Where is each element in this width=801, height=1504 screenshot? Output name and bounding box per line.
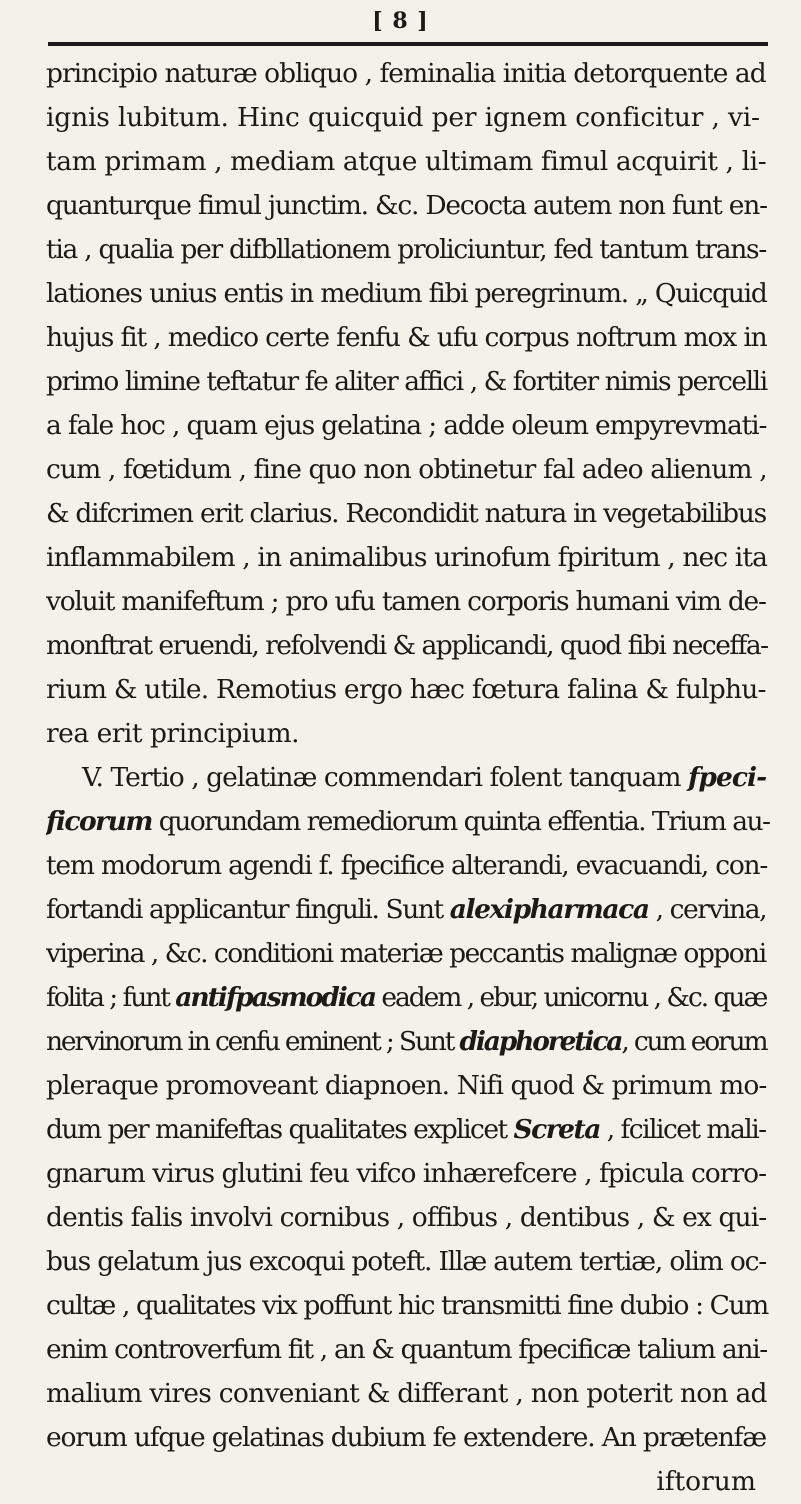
- text-line: principio naturæ obliquo , feminalia initia detorquente ad: [46, 58, 766, 89]
- text-line: malium vires conveniant & differant , non poterit non ad: [46, 1378, 767, 1409]
- page-header: [ 8 ]: [372, 8, 429, 34]
- text-line: ficorum quorundam remediorum quinta effentia. Trium au-: [46, 806, 770, 837]
- text-line: tia , qualia per difbllationem proliciuntur, fed tantum trans-: [46, 234, 766, 265]
- text-line: inflammabilem , in animalibus urinofum fpiritum , nec ita: [46, 542, 768, 573]
- text-line: fortandi applicantur finguli. Sunt alexipharmaca , cervina,: [46, 894, 767, 925]
- header-rule: [48, 42, 768, 46]
- text-line: gnarum virus glutini feu vifco inhærefcere , fpicula corro-: [46, 1158, 767, 1189]
- text-line: monftrat eruendi, refolvendi & applicandi, quod fibi neceffa-: [46, 630, 768, 661]
- text-line: lationes unius entis in medium fibi peregrinum. „ Quicquid: [46, 278, 767, 309]
- italic-term: antifpasmodica: [175, 982, 375, 1013]
- text-line: bus gelatum jus excoqui poteft. Illæ autem tertiæ, olim oc-: [46, 1246, 767, 1277]
- text-line: voluit manifeftum ; pro ufu tamen corporis humani vim de-: [46, 586, 766, 617]
- text-line: ignis lubitum. Hinc quicquid per ignem conficitur , vi-: [46, 102, 760, 133]
- catchword: iftorum: [656, 1466, 756, 1497]
- text-line: a fale hoc , quam ejus gelatina ; adde oleum empyrevmati-: [46, 410, 767, 441]
- italic-term: alexipharmaca: [449, 894, 649, 925]
- text-line: cultæ , qualitates vix poffunt hic transmitti fine dubio : Cum: [46, 1290, 768, 1321]
- text-line: pleraque promoveant diapnoen. Nifi quod & primum mo-: [46, 1070, 767, 1101]
- text-line: nervinorum in cenfu eminent ; Sunt diaphoretica, cum eorum: [46, 1026, 767, 1057]
- text-line: folita ; funt antifpasmodica eadem , ebur, unicornu , &c. quæ: [46, 982, 767, 1013]
- italic-term: ficorum: [46, 806, 152, 837]
- body-text: [46, 52, 776, 1504]
- text-line: rea erit principium.: [46, 718, 300, 749]
- text-line: eorum ufque gelatinas dubium fe extendere. An prætenfæ: [46, 1422, 767, 1453]
- text-line: hujus fit , medico certe fenfu & ufu corpus noftrum mox in: [46, 322, 767, 353]
- text-line: viperina , &c. conditioni materiæ peccantis malignæ opponi: [46, 938, 766, 969]
- text-line: tem modorum agendi f. fpecifice alterandi, evacuandi, con-: [46, 850, 768, 881]
- text-line: primo limine teftatur fe aliter affici , & fortiter nimis percelli: [46, 366, 767, 397]
- text-line: dentis falis involvi cornibus , offibus , dentibus , & ex qui-: [46, 1202, 767, 1233]
- text-line: V. Tertio , gelatinæ commendari folent tanquam fpeci-: [82, 762, 767, 793]
- text-line: dum per manifeftas qualitates explicet Screta , fcilicet mali-: [46, 1114, 766, 1145]
- italic-term: diaphoretica: [459, 1026, 622, 1057]
- text-line: enim controverfum fit , an & quantum fpecificæ talium ani-: [46, 1334, 767, 1365]
- italic-term: Screta: [513, 1114, 600, 1145]
- text-line: quanturque fimul junctim. &c. Decocta autem non funt en-: [46, 190, 767, 221]
- text-line: & difcrimen erit clarius. Recondidit natura in vegetabilibus: [46, 498, 766, 529]
- text-line: cum , fœtidum , fine quo non obtinetur fal adeo alienum ,: [46, 454, 767, 485]
- italic-term: fpeci-: [687, 762, 767, 793]
- text-line: tam primam , mediam atque ultimam fimul acquirit , li-: [46, 146, 767, 177]
- text-line: rium & utile. Remotius ergo hæc fœtura falina & fulphu-: [46, 674, 766, 705]
